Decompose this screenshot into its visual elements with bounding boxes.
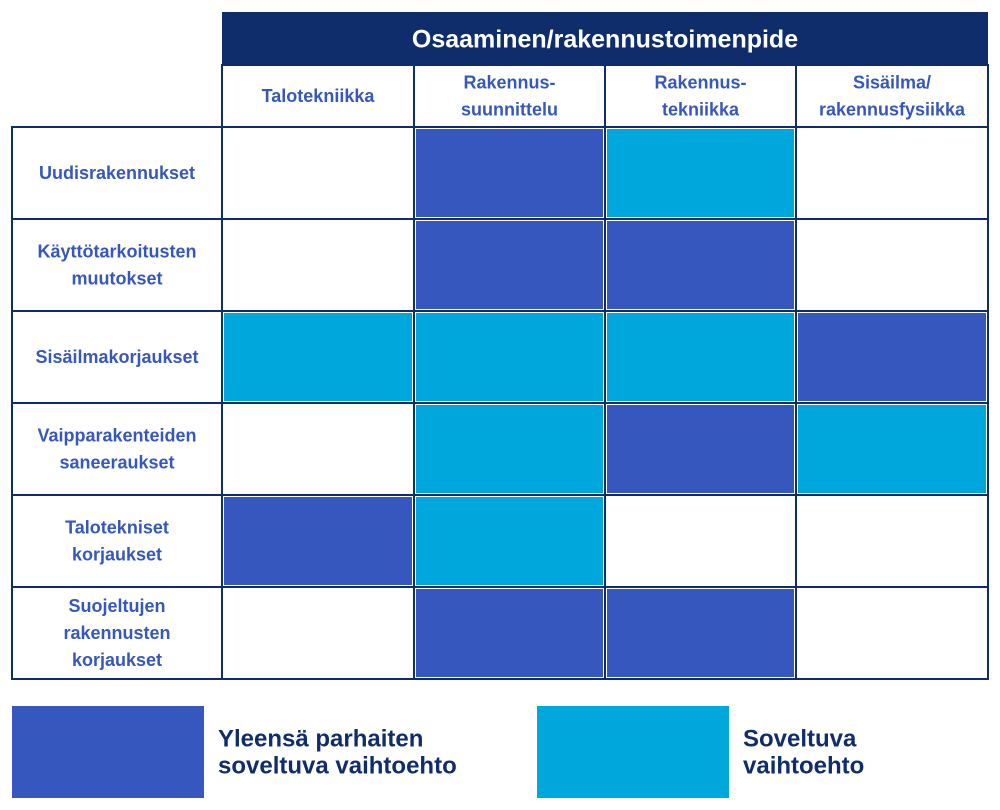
row-label-line: saneeraukset bbox=[59, 452, 175, 473]
row-label-line: Talotekniset bbox=[65, 517, 169, 538]
legend-label-suitable-line: Soveltuva bbox=[743, 725, 857, 752]
matrix-cell-best bbox=[224, 497, 412, 585]
matrix-cell-suitable bbox=[416, 405, 603, 493]
chart-title: Osaaminen/rakennustoimenpide bbox=[411, 25, 799, 54]
matrix-cell-suitable bbox=[416, 497, 603, 585]
row-label-line: Uudisrakennukset bbox=[38, 163, 196, 183]
row-label-line: Suojeltujen bbox=[68, 596, 166, 616]
row-label-line: korjaukset bbox=[71, 650, 163, 670]
row-label-line: korjaukset bbox=[71, 544, 163, 565]
legend-label-best bbox=[218, 725, 457, 779]
matrix-cell-border bbox=[222, 587, 414, 679]
row-label-cell bbox=[12, 495, 222, 587]
matrix-cell-border bbox=[796, 219, 988, 311]
column-header-label-line: suunnittelu bbox=[461, 99, 558, 120]
row-label-cell bbox=[12, 403, 222, 495]
legend-swatch-suitable bbox=[537, 706, 729, 798]
matrix-cell-best bbox=[416, 221, 603, 309]
row-label bbox=[39, 163, 195, 183]
matrix-cell-suitable bbox=[607, 313, 794, 401]
row-label-line: muutokset bbox=[71, 268, 163, 289]
matrix-cell-suitable bbox=[607, 129, 794, 217]
column-header-label-line: Sisäilma/ bbox=[852, 72, 932, 93]
matrix-cell-border bbox=[796, 127, 988, 219]
matrix-cell-border bbox=[796, 587, 988, 679]
row-label bbox=[63, 596, 170, 670]
row-label-line: Käyttötarkoitusten bbox=[37, 241, 197, 262]
matrix-cell-suitable bbox=[416, 313, 603, 401]
matrix-cell-border bbox=[796, 495, 988, 587]
matrix-cell-border bbox=[605, 495, 796, 587]
row-label bbox=[35, 347, 198, 367]
legend-label-suitable-line: vaihtoehto bbox=[743, 752, 865, 779]
legend-label-best-line: Yleensä parhaiten bbox=[218, 725, 424, 752]
row-label-cell bbox=[12, 219, 222, 311]
row-label-line: rakennusten bbox=[63, 623, 171, 643]
column-header-label-line: Rakennus- bbox=[654, 72, 747, 93]
column-header-label-line: Talotekniikka bbox=[261, 86, 375, 106]
matrix-cell-best bbox=[607, 405, 794, 493]
column-header-label-line: Rakennus- bbox=[463, 72, 556, 93]
row-label-line: Sisäilmakorjaukset bbox=[35, 347, 199, 367]
matrix-cell-best bbox=[416, 589, 603, 677]
matrix-cell-border bbox=[222, 219, 414, 311]
column-header-label bbox=[262, 86, 376, 106]
legend-label-best-line: soveltuva vaihtoehto bbox=[218, 752, 457, 779]
matrix-cell-suitable bbox=[798, 405, 986, 493]
matrix-cell-suitable bbox=[224, 313, 412, 401]
matrix-cell-best bbox=[798, 313, 986, 401]
legend-swatch-best bbox=[12, 706, 204, 798]
legend-label-suitable bbox=[743, 725, 864, 779]
matrix-cell-border bbox=[222, 127, 414, 219]
matrix-cell-border bbox=[222, 403, 414, 495]
column-header-label-line: rakennusfysiikka bbox=[818, 99, 966, 120]
column-header-label-line: tekniikka bbox=[661, 99, 740, 120]
matrix-cell-best bbox=[416, 129, 603, 217]
row-label-line: Vaipparakenteiden bbox=[37, 425, 197, 446]
matrix-cell-best bbox=[607, 589, 794, 677]
matrix-cell-best bbox=[607, 221, 794, 309]
